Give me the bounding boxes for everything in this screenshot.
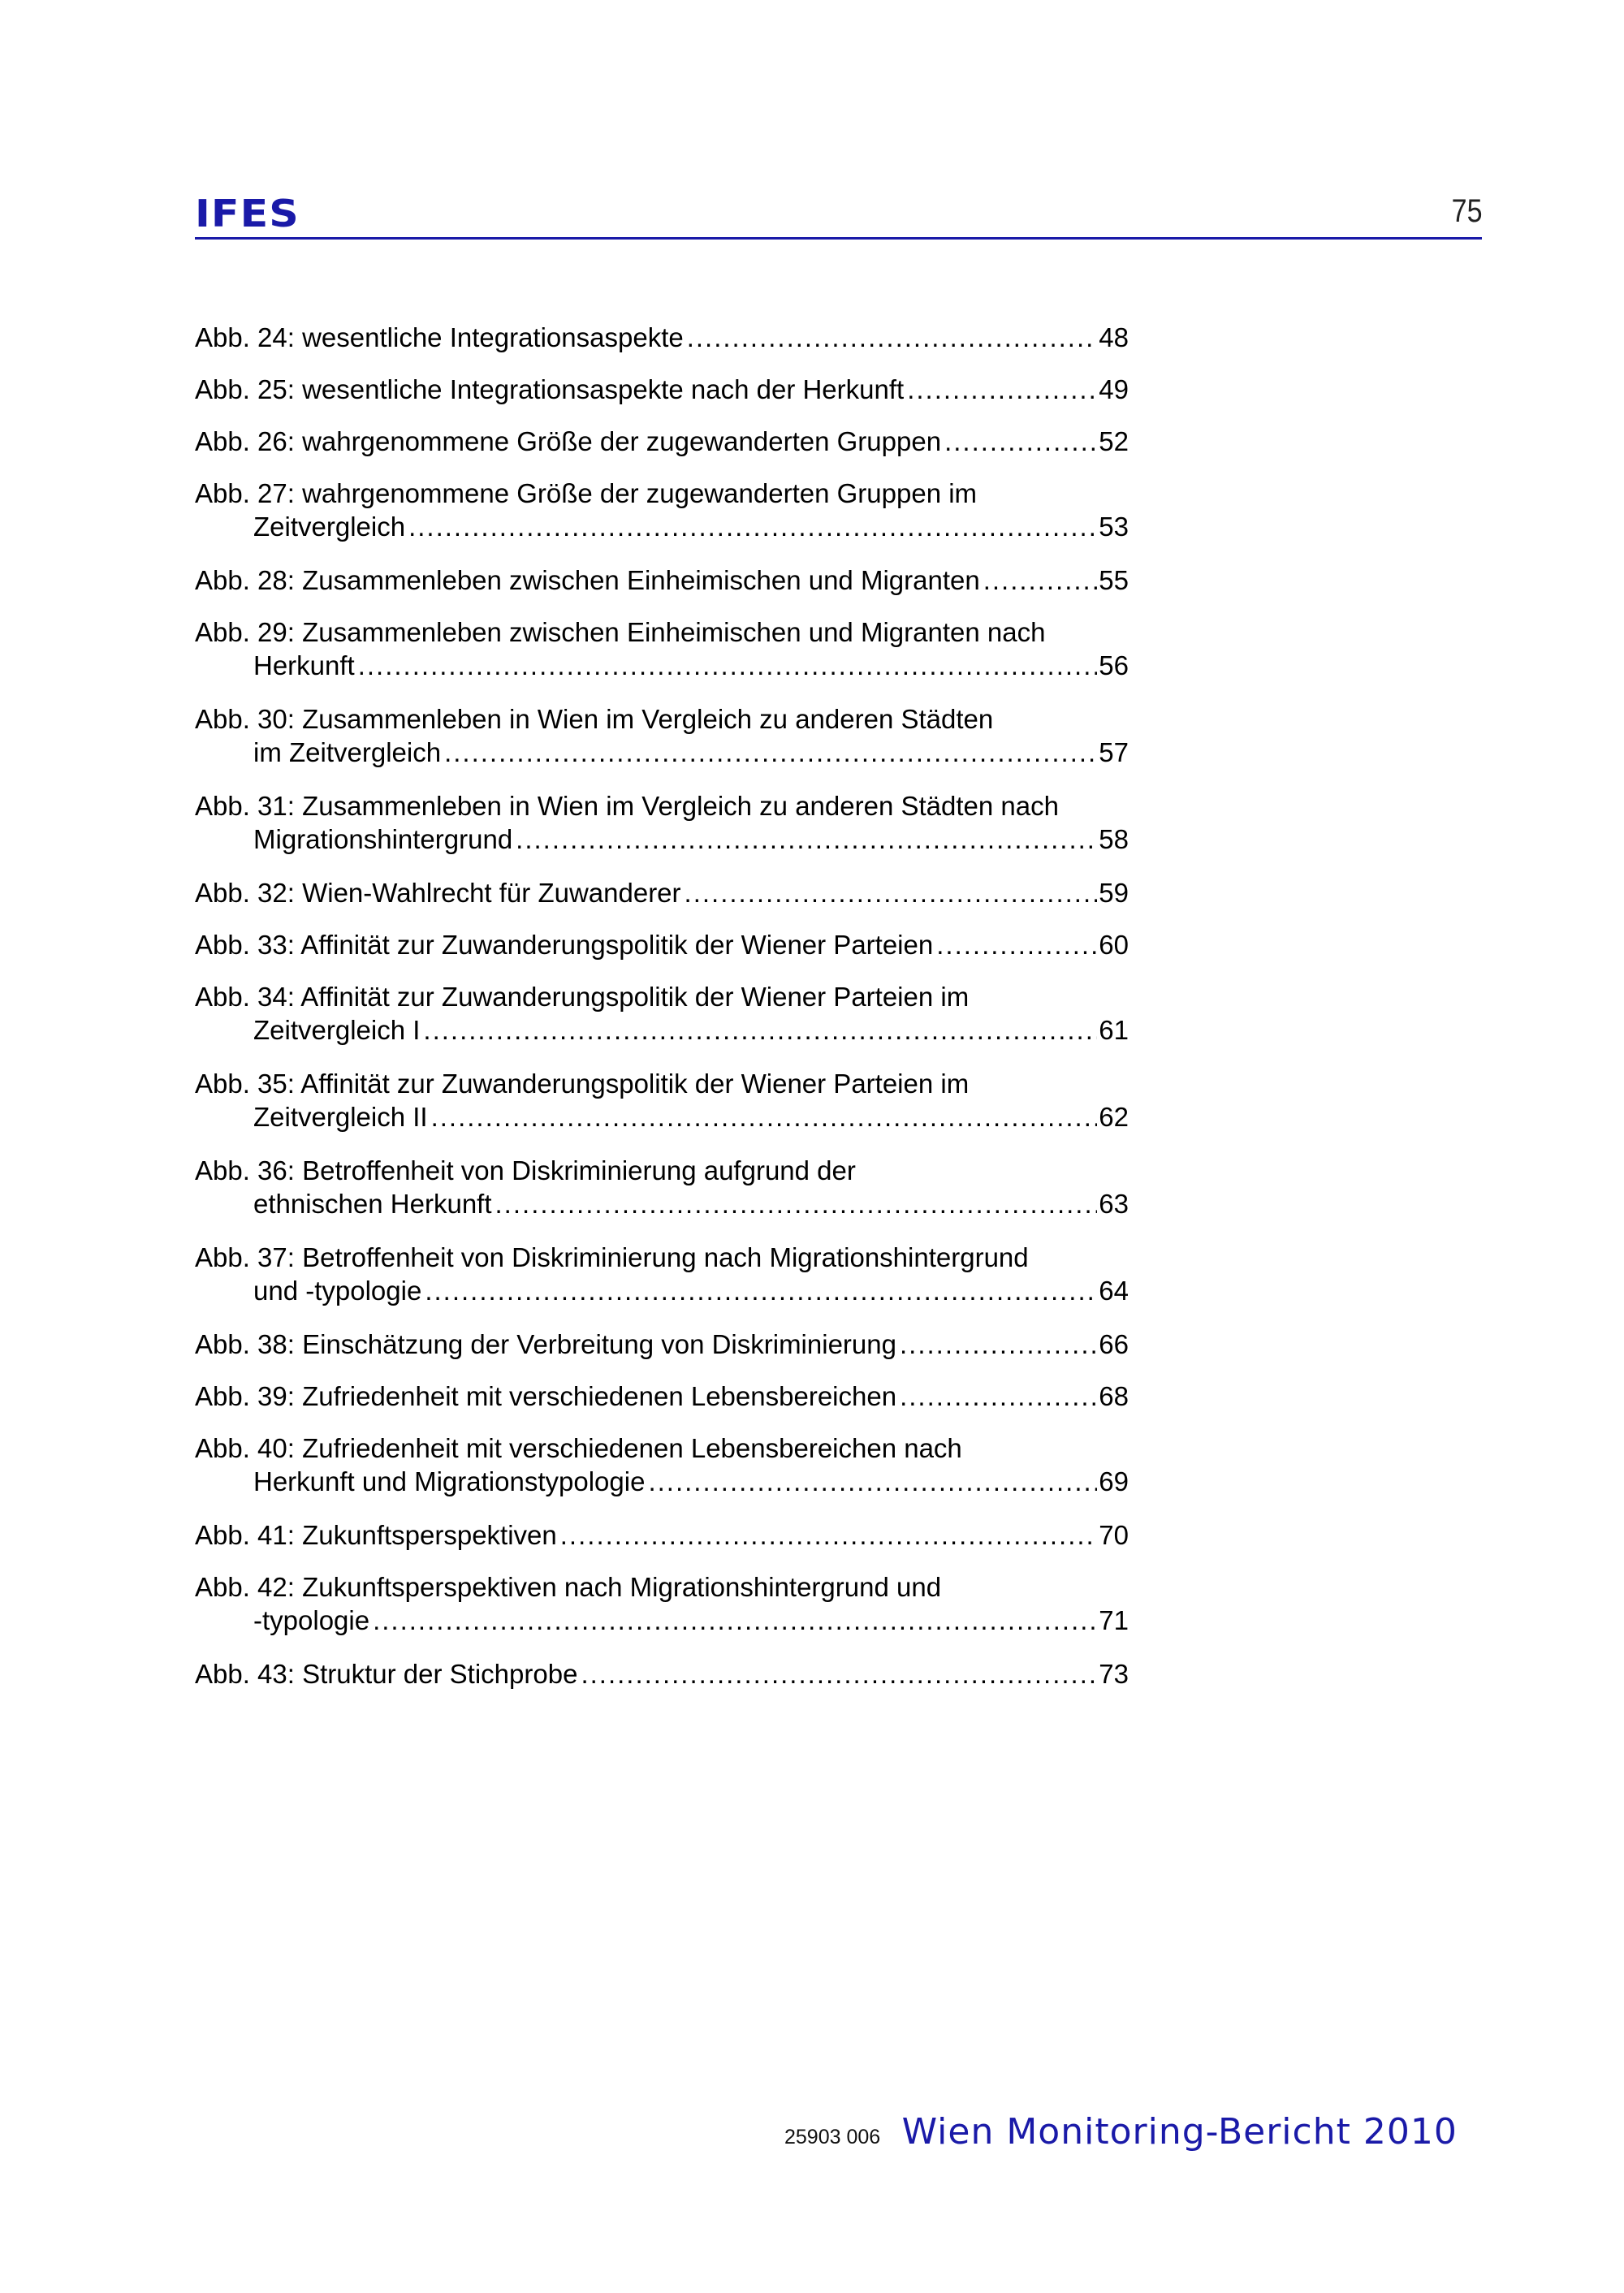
toc-entry-title-continued: Zeitvergleich II (253, 1102, 428, 1132)
figure-index (195, 321, 1129, 1709)
document-code: 25903 006 (784, 2126, 881, 2148)
toc-entry-title: Abb. 26: wahrgenommene Größe der zugewanderten Gruppen (195, 426, 942, 456)
toc-entry-title-continued: ethnischen Herkunft (253, 1189, 492, 1219)
dot-leader (358, 649, 1098, 682)
toc-entry[interactable] (195, 789, 1129, 856)
toc-page-number: 58 (1099, 824, 1129, 854)
toc-entry-title-continued: Herkunft (253, 650, 355, 680)
toc-entry[interactable] (195, 564, 1129, 597)
dot-leader (900, 1380, 1097, 1413)
page-number: 75 (1451, 193, 1482, 229)
toc-page-number: 64 (1099, 1276, 1129, 1306)
toc-entry[interactable] (195, 980, 1129, 1047)
toc-entry-title: Abb. 33: Affinität zur Zuwanderungspolitik der Wiener Parteien (195, 930, 934, 960)
toc-entry[interactable] (195, 1380, 1129, 1413)
dot-leader (423, 1013, 1097, 1047)
toc-page-number: 48 (1099, 322, 1129, 352)
dot-leader (648, 1465, 1097, 1498)
toc-entry-title: Abb. 28: Zusammenleben zwischen Einheimischen und Migranten (195, 565, 980, 595)
toc-entry[interactable] (195, 928, 1129, 961)
toc-entry-title-continued: Zeitvergleich I (253, 1015, 421, 1045)
toc-entry-title: Abb. 36: Betroffenheit von Diskriminierung aufgrund der (195, 1155, 856, 1185)
toc-entry-title: Abb. 39: Zufriedenheit mit verschiedenen Lebensbereichen (195, 1381, 897, 1411)
toc-entry-title: Abb. 35: Affinität zur Zuwanderungspolitik der Wiener Parteien im (195, 1069, 970, 1099)
toc-entry-title-continued: Herkunft und Migrationstypologie (253, 1466, 646, 1496)
toc-page-number: 61 (1099, 1015, 1129, 1045)
toc-page-number: 63 (1099, 1189, 1129, 1219)
dot-leader (936, 928, 1097, 961)
toc-entry-title: Abb. 32: Wien-Wahlrecht für Zuwanderer (195, 878, 681, 908)
dot-leader (560, 1518, 1098, 1552)
dot-leader (516, 823, 1097, 856)
toc-page-number: 52 (1099, 426, 1129, 456)
toc-entry[interactable] (195, 1241, 1129, 1307)
toc-page-number: 60 (1099, 930, 1129, 960)
toc-page-number: 66 (1099, 1329, 1129, 1359)
toc-page-number: 73 (1099, 1659, 1129, 1689)
toc-entry-title: Abb. 30: Zusammenleben in Wien im Vergleich zu anderen Städten (195, 704, 994, 734)
dot-leader (431, 1100, 1098, 1134)
toc-entry-title: Abb. 27: wahrgenommene Größe der zugewanderten Gruppen im (195, 478, 978, 508)
dot-leader (685, 876, 1098, 909)
dot-leader (900, 1328, 1097, 1361)
toc-entry-title: Abb. 31: Zusammenleben in Wien im Vergleich zu anderen Städten nach (195, 791, 1059, 821)
toc-page-number: 59 (1099, 878, 1129, 908)
toc-page-number: 56 (1099, 650, 1129, 680)
toc-entry[interactable] (195, 373, 1129, 406)
toc-page-number: 71 (1099, 1605, 1129, 1635)
page-header (195, 187, 1482, 240)
toc-entry[interactable] (195, 425, 1129, 458)
toc-entry-title: Abb. 42: Zukunftsperspektiven nach Migrationshintergrund und (195, 1572, 942, 1602)
toc-entry[interactable] (195, 1570, 1129, 1637)
toc-entry-title-continued: und -typologie (253, 1276, 422, 1306)
toc-page-number: 62 (1099, 1102, 1129, 1132)
toc-page-number: 57 (1099, 737, 1129, 767)
dot-leader (687, 321, 1098, 354)
toc-entry[interactable] (195, 1154, 1129, 1220)
toc-entry[interactable] (195, 477, 1129, 543)
toc-page-number: 55 (1099, 565, 1129, 595)
toc-entry-title: Abb. 40: Zufriedenheit mit verschiedenen Lebensbereichen nach (195, 1433, 962, 1463)
toc-page-number: 68 (1099, 1381, 1129, 1411)
toc-page-number: 53 (1099, 512, 1129, 542)
report-title: Wien Monitoring-Bericht 2010 (901, 2111, 1458, 2153)
toc-entry[interactable] (195, 1657, 1129, 1691)
dot-leader (907, 373, 1097, 406)
toc-entry-title: Abb. 24: wesentliche Integrationsaspekte (195, 322, 684, 352)
toc-entry[interactable] (195, 1067, 1129, 1134)
toc-entry-title: Abb. 38: Einschätzung der Verbreitung von Diskriminierung (195, 1329, 896, 1359)
toc-entry[interactable] (195, 1328, 1129, 1361)
dot-leader (581, 1657, 1097, 1691)
toc-entry-title: Abb. 43: Struktur der Stichprobe (195, 1659, 578, 1689)
toc-entry-title-continued: -typologie (253, 1605, 370, 1635)
toc-entry-title-continued: Zeitvergleich (253, 512, 406, 542)
dot-leader (495, 1187, 1098, 1220)
toc-page-number: 49 (1099, 374, 1129, 404)
toc-entry[interactable] (195, 1518, 1129, 1552)
dot-leader (408, 510, 1097, 543)
page-footer (784, 2111, 1458, 2153)
toc-entry[interactable] (195, 702, 1129, 769)
toc-entry-title-continued: Migrationshintergrund (253, 824, 513, 854)
toc-entry-title: Abb. 29: Zusammenleben zwischen Einheimischen und Migranten nach (195, 617, 1046, 647)
toc-page-number: 69 (1099, 1466, 1129, 1496)
dot-leader (425, 1274, 1097, 1307)
toc-entry[interactable] (195, 1432, 1129, 1498)
dot-leader (444, 736, 1097, 769)
toc-entry[interactable] (195, 615, 1129, 682)
toc-entry[interactable] (195, 876, 1129, 909)
toc-entry-title-continued: im Zeitvergleich (253, 737, 442, 767)
toc-entry-title: Abb. 41: Zukunftsperspektiven (195, 1520, 557, 1550)
ifes-logo: IFES (195, 192, 300, 235)
dot-leader (373, 1604, 1097, 1637)
toc-page-number: 70 (1099, 1520, 1129, 1550)
toc-entry-title: Abb. 25: wesentliche Integrationsaspekte nach der Herkunft (195, 374, 905, 404)
toc-entry-title: Abb. 37: Betroffenheit von Diskriminierung nach Migrationshintergrund (195, 1242, 1029, 1272)
dot-leader (944, 425, 1097, 458)
dot-leader (983, 564, 1098, 597)
toc-entry-title: Abb. 34: Affinität zur Zuwanderungspolitik der Wiener Parteien im (195, 982, 970, 1012)
toc-entry[interactable] (195, 321, 1129, 354)
